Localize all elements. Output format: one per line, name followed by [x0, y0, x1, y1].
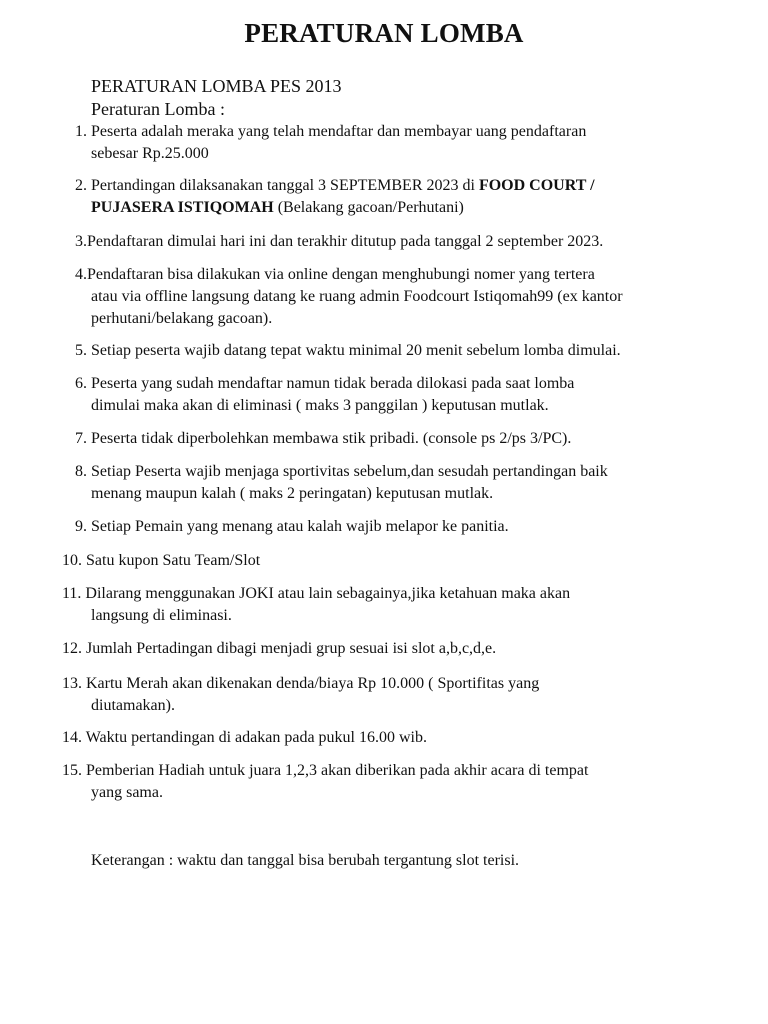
rule-line-bold: FOOD COURT / [478, 177, 595, 194]
rule-line: perhutani/belakang gacoan). [91, 310, 273, 327]
rule-line: yang sama. [91, 784, 163, 801]
rule-line: 11. Dilarang menggunakan JOKI atau lain sebagainya,jika ketahuan maka akan [62, 585, 571, 602]
rule-item-1 [75, 121, 586, 165]
rule-item-10 [62, 550, 260, 572]
rule-item-8 [75, 461, 608, 505]
rule-line: 1. Peserta adalah meraka yang telah mendaftar dan membayar uang pendaftaran [75, 123, 587, 140]
rule-line: 12. Jumlah Pertadingan dibagi menjadi grup sesuai isi slot a,b,c,d,e. [62, 640, 497, 657]
page-title: PERATURAN LOMBA [244, 18, 524, 48]
rule-item-7 [75, 428, 571, 450]
footnote: Keterangan : waktu dan tanggal bisa berubah tergantung slot terisi. [91, 852, 520, 869]
rule-item-6 [75, 373, 574, 417]
rule-line-bold: PUJASERA ISTIQOMAH [91, 199, 274, 216]
rule-item-14 [62, 727, 427, 749]
rule-line: 7. Peserta tidak diperbolehkan membawa stik pribadi. (console ps 2/ps 3/PC). [75, 430, 572, 447]
rule-item-2 [75, 175, 595, 219]
rule-line: 8. Setiap Peserta wajib menjaga sportivitas sebelum,dan sesudah pertandingan baik [75, 463, 608, 480]
rule-line: 15. Pemberian Hadiah untuk juara 1,2,3 akan diberikan pada akhir acara di tempat [62, 762, 589, 779]
rule-item-12 [62, 638, 496, 660]
rule-line: menang maupun kalah ( maks 2 peringatan) keputusan mutlak. [91, 485, 494, 502]
rule-line: diutamakan). [91, 697, 175, 714]
rules-heading: Peraturan Lomba : [91, 99, 225, 119]
rule-line: langsung di eliminasi. [91, 607, 232, 624]
rule-line: (Belakang gacoan/Perhutani) [273, 199, 464, 216]
rule-item-9 [75, 516, 509, 538]
rule-line: sebesar Rp.25.000 [91, 145, 209, 162]
rule-line: 9. Setiap Pemain yang menang atau kalah wajib melapor ke panitia. [75, 518, 509, 535]
rule-line: 4.Pendaftaran bisa dilakukan via online dengan menghubungi nomer yang tertera [75, 266, 595, 283]
rule-item-11 [62, 583, 570, 627]
rule-line: 10. Satu kupon Satu Team/Slot [62, 552, 261, 569]
document-subtitle: PERATURAN LOMBA PES 2013 [91, 76, 342, 96]
rule-line: 14. Waktu pertandingan di adakan pada pukul 16.00 wib. [62, 729, 427, 746]
rule-line: 13. Kartu Merah akan dikenakan denda/biaya Rp 10.000 ( Sportifitas yang [62, 675, 540, 692]
rule-item-15 [62, 760, 588, 804]
rule-item-13 [62, 673, 539, 717]
rule-line: 2. Pertandingan dilaksanakan tanggal 3 SEPTEMBER 2023 di [75, 177, 479, 194]
rule-item-3 [75, 231, 603, 253]
rule-item-5 [75, 340, 621, 362]
rule-item-4 [75, 264, 623, 330]
rule-line: 3.Pendaftaran dimulai hari ini dan terakhir ditutup pada tanggal 2 september 2023. [75, 233, 604, 250]
rule-line: 5. Setiap peserta wajib datang tepat waktu minimal 20 menit sebelum lomba dimulai. [75, 342, 621, 359]
rule-line: atau via offline langsung datang ke ruang admin Foodcourt Istiqomah99 (ex kantor [91, 288, 623, 305]
rule-line: dimulai maka akan di eliminasi ( maks 3 panggilan ) keputusan mutlak. [91, 397, 549, 414]
rule-line: 6. Peserta yang sudah mendaftar namun tidak berada dilokasi pada saat lomba [75, 375, 575, 392]
